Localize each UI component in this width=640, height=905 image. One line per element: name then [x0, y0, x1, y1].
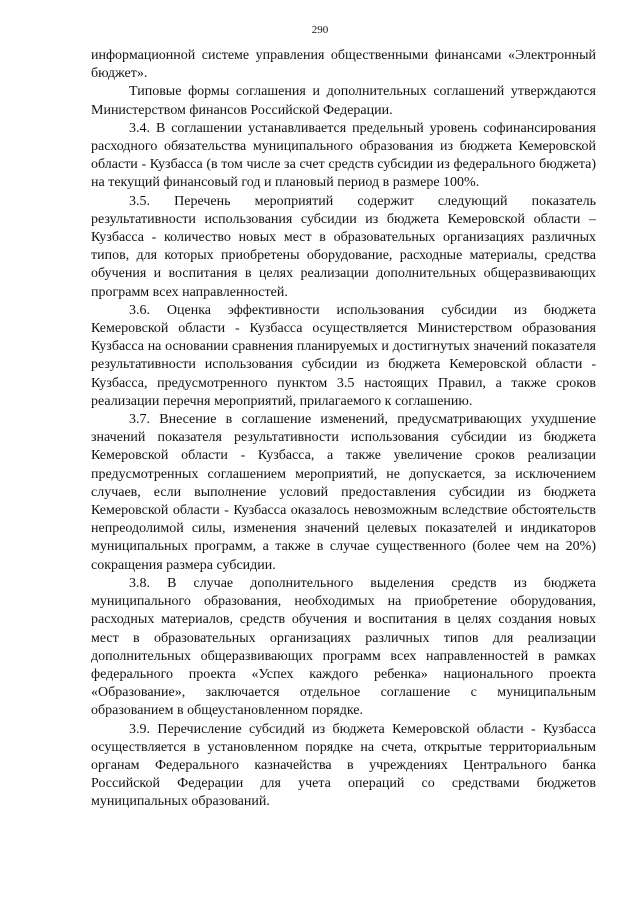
paragraph-standard-forms: Типовые формы соглашения и дополнительных соглашений утверждаются Министерством финансов Российской Федерации. — [91, 84, 596, 118]
paragraph-3-7: 3.7. Внесение в соглашение изменений, предусматривающих ухудшение значений показателя результативности использования субсидии из бюджета Кемеровской области - Кузбасса, а также увеличение сроков реализации предусмотренных соглашением мероприятий, не допускается, за исключением случаев, если выполнение условий предоставления субсидии из бюджета Кемеровской области - Кузбасса оказалось невозможным вследствие обстоятельств непреодолимой силы, изменения значений целевых показателей и индикаторов муниципальных программ, а также в случае существенного (более чем на 20%) сокращения размера субсидии. — [91, 412, 596, 573]
paragraph-3-6: 3.6. Оценка эффективности использования субсидии из бюджета Кемеровской области - Кузбасса осуществляется Министерством образования Кузбасса на основании сравнения планируемых и достигнутых значений показателя результативности использования субсидии из бюджета Кемеровской области - Кузбасса, предусмотренного пунктом 3.5 настоящих Правил, а также сроков реализации перечня мероприятий, прилагаемого к соглашению. — [91, 302, 596, 409]
paragraph-3-5: 3.5. Перечень мероприятий содержит следующий показатель результативности использования субсидии из бюджета Кемеровской области – Кузбасса - количество новых мест в образовательных организациях различных типов, для которых приобретены оборудование, расходные материалы, средства обучения и воспитания в целях реализации дополнительных общеразвивающих программ всех направленностей. — [91, 193, 596, 300]
page-number: 290 — [311, 24, 329, 36]
paragraph-3-9: 3.9. Перечисление субсидий из бюджета Кемеровской области - Кузбасса осуществляется в установленном порядке на счета, открытые территориальным органам Федерального казначейства в учреждениях Центрального банка Российской Федерации для учета операций со средствами бюджетов муниципальных образований. — [91, 721, 596, 810]
paragraph-3-4: 3.4. В соглашении устанавливается предельный уровень софинансирования расходного обязательства муниципального образования из бюджета Кемеровской области - Кузбасса (в том числе за счет средств субсидии из федерального бюджета) на текущий финансовый год и плановый период в размере 100%. — [91, 120, 596, 191]
paragraph-continuation: информационной системе управления общественными финансами «Электронный бюджет». — [91, 48, 596, 82]
paragraph-3-8: 3.8. В случае дополнительного выделения средств из бюджета муниципального образования, необходимых на приобретение оборудования, расходных материалов, средств обучения и воспитания в целях создания новых мест в образовательных организациях различных типов для реализации дополнительных общеразвивающих программ всех направленностей в рамках федерального проекта «Успех каждого ребенка» национального проекта «Образование», заключается отдельное соглашение с муниципальным образованием в общеустановленном порядке. — [91, 575, 596, 719]
document-body — [91, 47, 596, 812]
